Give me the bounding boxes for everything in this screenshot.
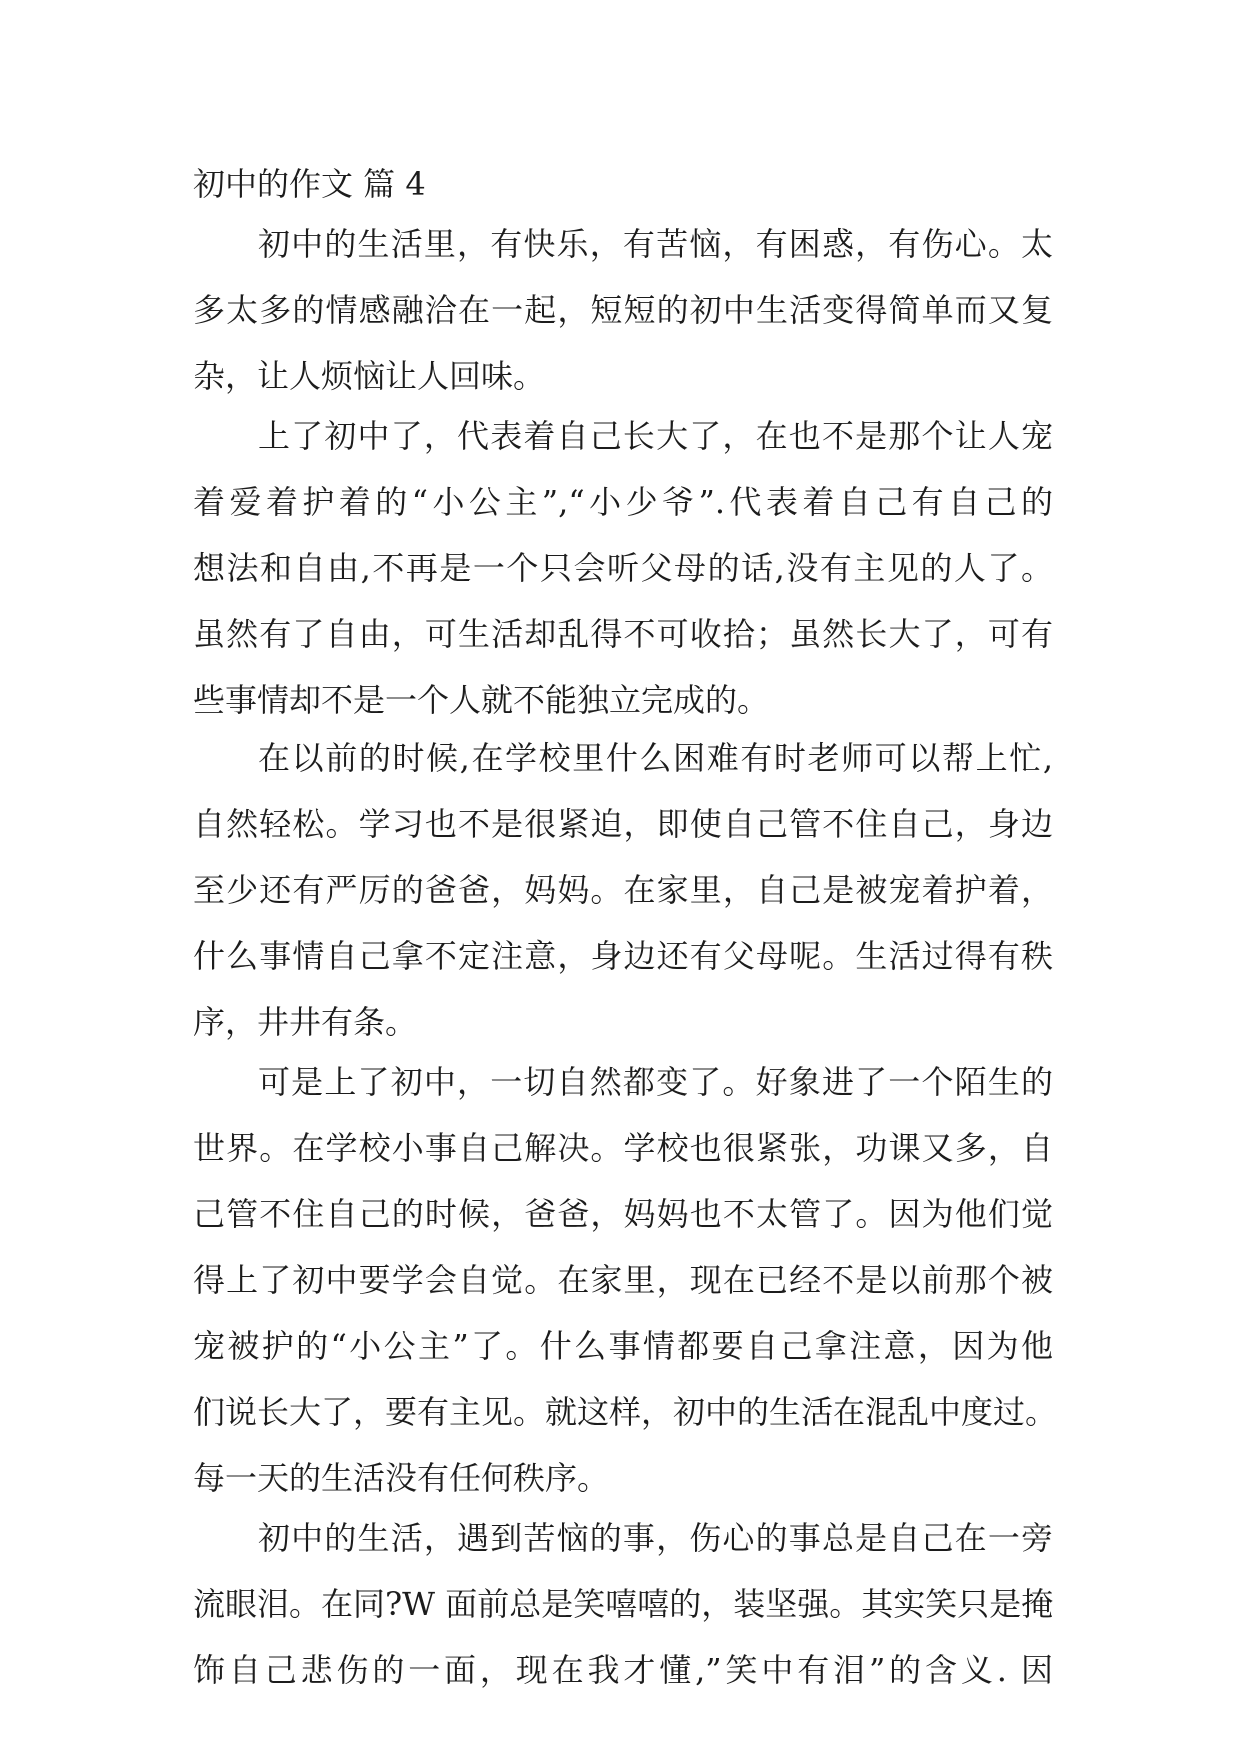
paragraph-4-line-2: 世界。在学校小事自己解决。学校也很紧张，功课又多，自 xyxy=(193,1129,1053,1167)
paragraph-4-line-7: 每一天的生活没有任何秩序。 xyxy=(193,1459,610,1497)
paragraph-3-line-5: 序，井井有条。 xyxy=(193,1003,418,1041)
essay-title: 初中的作文 篇 4 xyxy=(193,165,426,203)
paragraph-2-line-2: 着爱着护着的“小公主”,“小少爷”.代表着自己有自己的 xyxy=(193,483,1053,521)
paragraph-3-line-4: 什么事情自己拿不定注意，身边还有父母呢。生活过得有秩 xyxy=(193,937,1053,975)
paragraph-4-line-6: 们说长大了，要有主见。就这样，初中的生活在混乱中度过。 xyxy=(193,1393,1058,1431)
paragraph-2-line-1: 上了初中了，代表着自己长大了，在也不是那个让人宠 xyxy=(258,417,1053,455)
paragraph-1-line-2: 多太多的情感融洽在一起，短短的初中生活变得简单而又复 xyxy=(193,291,1053,329)
paragraph-5-line-1: 初中的生活，遇到苦恼的事，伤心的事总是自己在一旁 xyxy=(258,1519,1053,1557)
paragraph-2-line-5: 些事情却不是一个人就不能独立完成的。 xyxy=(193,681,770,719)
paragraph-5-line-3: 饰自己悲伤的一面，现在我才懂,”笑中有泪”的含义. 因 xyxy=(193,1651,1053,1689)
paragraph-4-line-3: 己管不住自己的时候，爸爸，妈妈也不太管了。因为他们觉 xyxy=(193,1195,1053,1233)
paragraph-4-line-5: 宠被护的“小公主”了。什么事情都要自己拿注意，因为他 xyxy=(193,1327,1053,1365)
paragraph-2-line-3: 想法和自由,不再是一个只会听父母的话,没有主见的人了。 xyxy=(193,549,1053,587)
paragraph-3-line-3: 至少还有严厉的爸爸，妈妈。在家里，自己是被宠着护着， xyxy=(193,871,1053,909)
paragraph-1-line-1: 初中的生活里，有快乐，有苦恼，有困惑，有伤心。太 xyxy=(258,225,1053,263)
paragraph-3-line-2: 自然轻松。学习也不是很紧迫，即使自己管不住自己，身边 xyxy=(193,805,1053,843)
paragraph-5-line-2: 流眼泪。在同?W 面前总是笑嘻嘻的，装坚强。其实笑只是掩 xyxy=(193,1585,1054,1623)
paragraph-4-line-1: 可是上了初中，一切自然都变了。好象进了一个陌生的 xyxy=(258,1063,1053,1101)
paragraph-4-line-4: 得上了初中要学会自觉。在家里，现在已经不是以前那个被 xyxy=(193,1261,1053,1299)
paragraph-3-line-1: 在以前的时候,在学校里什么困难有时老师可以帮上忙, xyxy=(258,739,1053,777)
paragraph-2-line-4: 虽然有了自由，可生活却乱得不可收拾；虽然长大了，可有 xyxy=(193,615,1053,653)
paragraph-1-line-3: 杂，让人烦恼让人回味。 xyxy=(193,357,546,395)
